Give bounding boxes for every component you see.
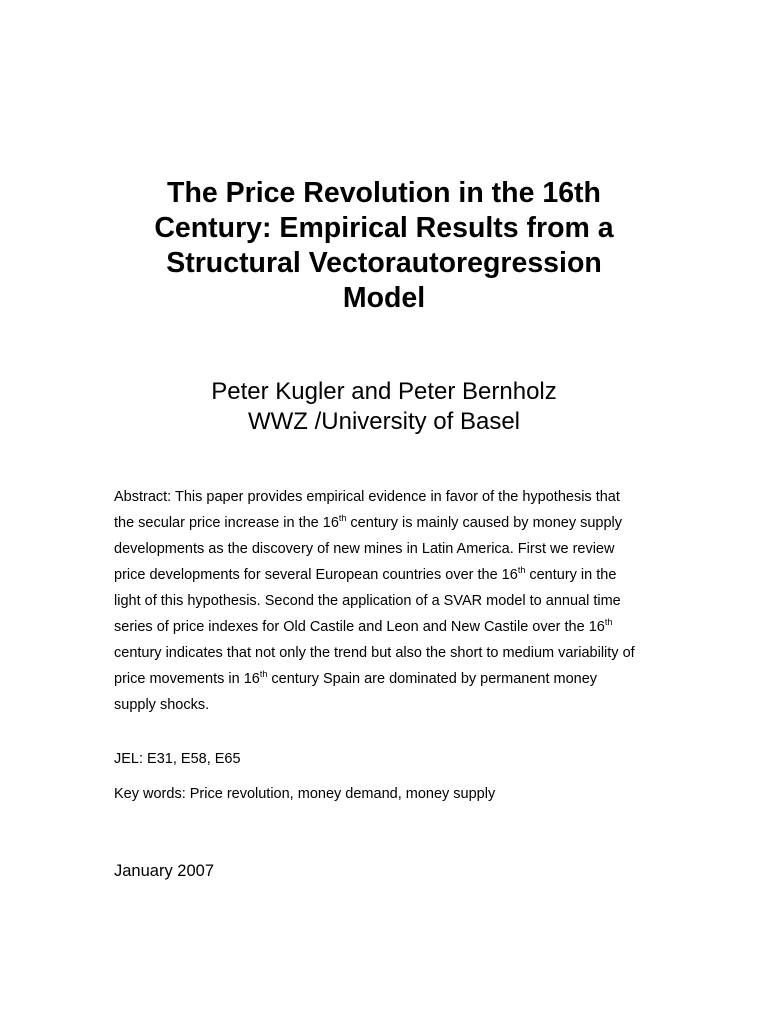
abstract-text: Abstract: This paper provides empirical evidence in favor of the hypothesis that xyxy=(114,489,620,505)
abstract-text: supply shocks. xyxy=(114,697,210,713)
abstract-text: the secular price increase in the 16 xyxy=(114,515,339,531)
publication-date: January 2007 xyxy=(114,862,214,880)
abstract-text: century Spain are dominated by permanent money xyxy=(267,671,598,687)
author-block xyxy=(114,377,654,437)
abstract-line xyxy=(114,484,674,510)
abstract-text: century is mainly caused by money supply xyxy=(346,515,623,531)
authors-names: Peter Kugler and Peter Bernholz xyxy=(211,378,557,405)
superscript: th xyxy=(259,669,268,679)
abstract-line xyxy=(114,666,674,692)
abstract-text: light of this hypothesis. Second the application of a SVAR model to annual time xyxy=(114,593,621,609)
abstract-line xyxy=(114,562,674,588)
abstract-text: developments as the discovery of new mines in Latin America. First we review xyxy=(114,541,615,557)
abstract-text: century indicates that not only the trend but also the short to medium variability of xyxy=(114,645,635,661)
superscript: th xyxy=(338,513,347,523)
abstract-text: century in the xyxy=(525,567,617,583)
abstract-line xyxy=(114,588,674,614)
abstract-line xyxy=(114,536,674,562)
author-affiliation: WWZ /University of Basel xyxy=(247,408,521,435)
jel-codes: JEL: E31, E58, E65 xyxy=(114,751,241,767)
abstract-text: price developments for several European countries over the 16 xyxy=(114,567,518,583)
superscript: th xyxy=(604,617,613,627)
abstract-text: series of price indexes for Old Castile and Leon and New Castile over the 16 xyxy=(114,619,605,635)
abstract-text: price movements in 16 xyxy=(114,671,260,687)
abstract xyxy=(114,484,674,718)
abstract-line xyxy=(114,692,674,718)
abstract-line xyxy=(114,510,674,536)
title-line: Model xyxy=(342,282,426,314)
keywords: Key words: Price revolution, money demand, money supply xyxy=(114,786,496,802)
paper-title xyxy=(114,176,654,316)
title-line: The Price Revolution in the 16th xyxy=(167,177,601,209)
superscript: th xyxy=(517,565,526,575)
abstract-line xyxy=(114,640,674,666)
abstract-line xyxy=(114,614,674,640)
title-line: Structural Vectorautoregression xyxy=(166,247,602,279)
title-line: Century: Empirical Results from a xyxy=(154,212,614,244)
